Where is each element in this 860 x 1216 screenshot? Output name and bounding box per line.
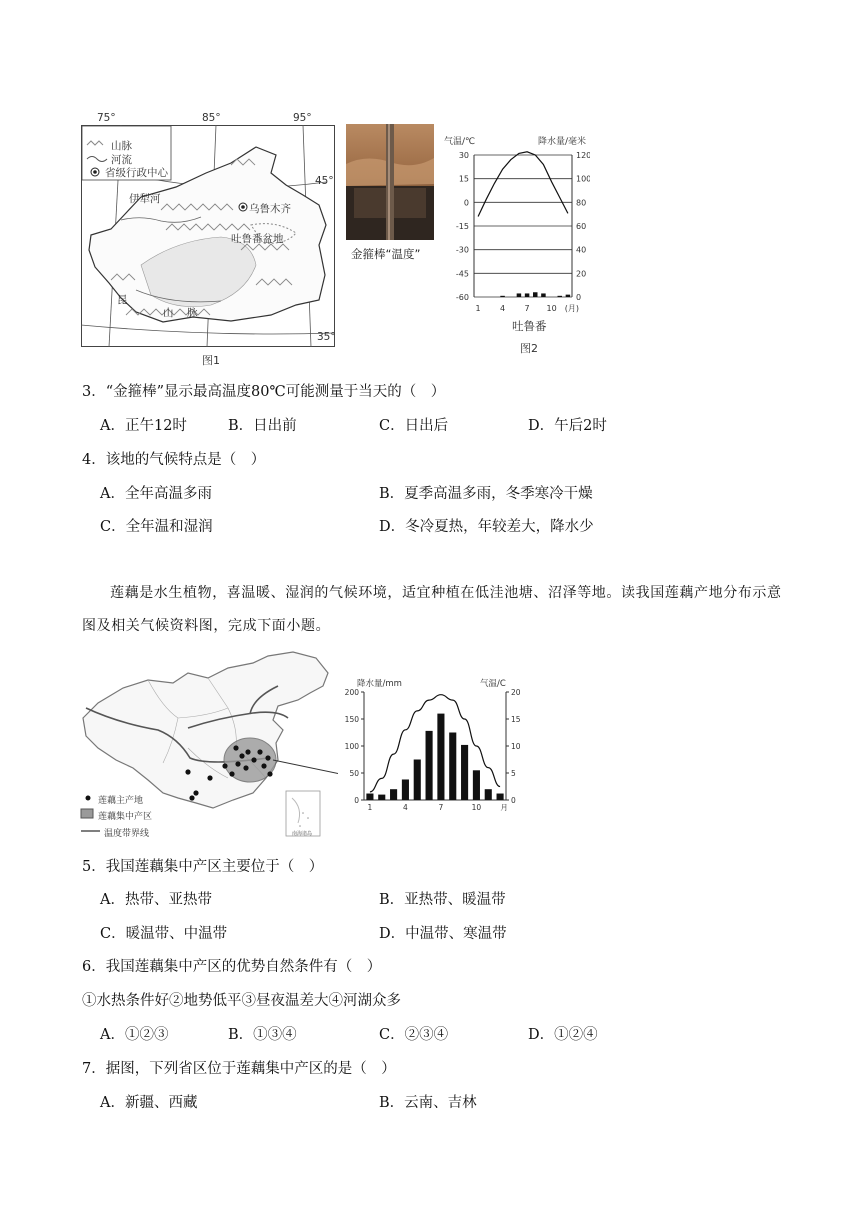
- fig2-x-unit: (月): [564, 304, 580, 313]
- q3-option-a[interactable]: A．正午12时: [100, 418, 187, 434]
- fig2-x-tick: 7: [524, 304, 530, 313]
- lotus-production-dot: [189, 795, 194, 800]
- fig2-right-tick: 120: [576, 151, 590, 160]
- lotus-production-dot: [229, 771, 234, 776]
- fig4-right-axis-title: 气温/C: [480, 679, 506, 689]
- fig4-precip-bar: [426, 731, 433, 800]
- figure3-china-map: [78, 648, 338, 844]
- fig2-precip-bar: [517, 293, 521, 297]
- fig2-precip-bar: [566, 295, 570, 297]
- mountain-char-shan: 山: [163, 307, 174, 319]
- fig2-right-tick: 40: [576, 245, 587, 255]
- q5-option-d[interactable]: D．中温带、寒温带: [379, 926, 507, 942]
- q6-stem: 6．我国莲藕集中产区的优势自然条件有（ ）: [82, 959, 382, 975]
- fig2-left-axis-title: 气温/℃: [444, 137, 476, 147]
- lotus-production-dot: [261, 763, 266, 768]
- q3-option-c[interactable]: C．日出后: [379, 418, 449, 434]
- lotus-production-dot: [239, 753, 244, 758]
- fig2-left-tick: -45: [455, 269, 469, 279]
- fig2-temp-line: [478, 152, 568, 217]
- fig2-right-tick: 20: [576, 269, 587, 279]
- fig2-right-tick: 0: [576, 293, 582, 302]
- q5-option-c[interactable]: C．暖温带、中温带: [100, 926, 228, 942]
- fig4-precip-bar: [402, 779, 409, 800]
- fig2-left-tick: 30: [458, 151, 469, 160]
- lotus-production-dot: [267, 771, 272, 776]
- fig2-precip-bar: [525, 293, 529, 297]
- lon-label-95: 95°: [293, 112, 312, 124]
- fig3-legend-dots: 莲藕主产地: [98, 796, 144, 806]
- lotus-production-dot: [243, 765, 248, 770]
- fig4-right-tick: 0: [511, 796, 516, 805]
- fig4-precip-bar: [437, 714, 444, 800]
- lon-label-75: 75°: [97, 112, 116, 124]
- city-label: 乌鲁木齐: [249, 203, 291, 215]
- lotus-production-dot: [235, 761, 240, 766]
- figure1-caption: 图1: [202, 354, 220, 367]
- river-label: 伊犁河: [129, 193, 161, 205]
- fig4-precip-bar: [414, 760, 421, 801]
- q4-option-a[interactable]: A．全年高温多雨: [100, 486, 212, 502]
- lotus-production-dot: [207, 775, 212, 780]
- legend-mountain-label: 山脉: [111, 140, 132, 152]
- lotus-production-dot: [245, 749, 250, 754]
- fig4-left-tick: 200: [344, 688, 359, 697]
- q6-option-b[interactable]: B．①③④: [228, 1027, 297, 1043]
- fig2-precip-bar: [541, 293, 545, 297]
- fig4-left-tick: 50: [349, 769, 359, 778]
- figure4-climate-chart: [340, 674, 530, 812]
- fig4-precip-bar: [378, 795, 385, 800]
- fig2-precip-bar: [533, 292, 537, 297]
- q5-option-b[interactable]: B．亚热带、暖温带: [379, 892, 506, 908]
- fig4-left-tick: 150: [344, 715, 359, 724]
- legend-river-label: 河流: [111, 154, 132, 166]
- q3-stem: 3．“金箍棒”显示最高温度80℃可能测量于当天的（ ）: [82, 384, 446, 400]
- fig4-precip-bar: [473, 770, 480, 800]
- q6-option-c[interactable]: C．②③④: [379, 1027, 449, 1043]
- figure2-chart-svg: [440, 130, 590, 330]
- lotus-production-dot: [222, 763, 227, 768]
- lat-label-45: 45°: [315, 175, 334, 187]
- fig4-left-axis-title: 降水量/mm: [357, 679, 402, 689]
- q3-option-d[interactable]: D．午后2时: [528, 418, 607, 434]
- fig4-left-tick: 0: [354, 796, 359, 805]
- fig2-right-tick: 100: [576, 174, 590, 184]
- q7-stem: 7．据图，下列省区位于莲藕集中产区的是（ ）: [82, 1061, 396, 1077]
- q7-option-a[interactable]: A．新疆、西藏: [100, 1095, 198, 1111]
- thermometer-photo: [346, 124, 434, 240]
- q4-stem: 4．该地的气候特点是（ ）: [82, 452, 266, 468]
- figure4-chart-svg: [340, 674, 530, 812]
- fig4-right-tick: 15: [511, 715, 521, 724]
- area-legend-icon: [81, 809, 93, 818]
- fig4-precip-bar: [390, 789, 397, 800]
- fig2-x-tick: 4: [500, 304, 506, 313]
- fig4-temp-line: [370, 695, 500, 792]
- fig4-right-tick: 5: [511, 769, 516, 778]
- lotus-production-dot: [233, 745, 238, 750]
- fig4-x-tick: 10: [471, 803, 482, 812]
- fig2-left-tick: -60: [455, 293, 469, 302]
- photo-caption: 金箍棒“温度”: [351, 247, 421, 261]
- fig4-precip-bar: [485, 789, 492, 800]
- lotus-production-dot: [265, 755, 270, 760]
- legend-capital-label: 省级行政中心: [105, 167, 168, 179]
- fig2-left-tick: 0: [463, 198, 469, 208]
- fig4-x-unit: 月: [500, 803, 508, 812]
- lotus-production-dot: [251, 757, 256, 762]
- q6-note: ①水热条件好②地势低平③昼夜温差大④河湖众多: [82, 993, 401, 1009]
- lotus-production-dot: [257, 749, 262, 754]
- fig2-precip-bar: [500, 296, 504, 297]
- q4-option-b[interactable]: B．夏季高温多雨，冬季寒冷干燥: [379, 486, 593, 502]
- fig4-x-tick: 7: [438, 803, 444, 812]
- reading-passage: 莲藕是水生植物，喜温暖、湿润的气候环境，适宜种植在低洼池塘、沼泽等地。读我国莲藕产地分布示意图及相关气候资料图，完成下面小题。: [82, 585, 782, 634]
- lotus-production-dot: [185, 769, 190, 774]
- fig2-x-tick: 1: [475, 304, 481, 313]
- q4-option-d[interactable]: D．冬冷夏热，年较差大，降水少: [379, 519, 594, 535]
- fig4-precip-bar: [449, 733, 456, 801]
- figure1-map: [81, 125, 335, 347]
- fig3-legend-line: 温度带界线: [104, 829, 150, 839]
- dots-legend-icon: [86, 796, 91, 801]
- fig4-x-tick: 1: [367, 803, 373, 812]
- fig4-precip-bar: [497, 794, 504, 800]
- lon-label-85: 85°: [202, 112, 221, 124]
- q5-option-a[interactable]: A．热带、亚热带: [100, 892, 212, 908]
- basin-label: 吐鲁番盆地: [231, 233, 284, 245]
- fig4-right-tick: 10: [511, 742, 521, 751]
- q6-option-a[interactable]: A．①②③: [100, 1027, 169, 1043]
- fig2-right-tick: 80: [576, 198, 587, 208]
- mountain-char-kun: 昆: [117, 294, 128, 306]
- fig4-x-tick: 4: [403, 803, 408, 812]
- mountain-char-mai: 脉: [187, 307, 198, 319]
- fig3-legend-area: 莲藕集中产区: [98, 812, 153, 822]
- figure2-caption: 图2: [520, 342, 538, 355]
- q5-stem: 5．我国莲藕集中产区主要位于（ ）: [82, 859, 324, 875]
- q3-option-b[interactable]: B．日出前: [228, 418, 297, 434]
- lotus-production-dot: [193, 790, 198, 795]
- fig2-x-tick: 10: [546, 304, 557, 313]
- q6-option-d[interactable]: D．①②④: [528, 1027, 598, 1043]
- fig2-right-tick: 60: [576, 222, 587, 231]
- fig4-right-tick: 20: [511, 688, 521, 697]
- fig4-precip-bar: [461, 745, 468, 800]
- q4-option-c[interactable]: C．全年温和湿润: [100, 519, 213, 535]
- q7-option-b[interactable]: B．云南、吉林: [379, 1095, 477, 1111]
- fig2-left-tick: 15: [458, 174, 469, 184]
- fig2-right-axis-title: 降水量/毫米: [538, 137, 587, 147]
- fig4-left-tick: 100: [344, 742, 359, 751]
- fig3-inset-label: 南海诸岛: [292, 831, 313, 837]
- fig2-left-tick: -15: [455, 222, 469, 231]
- fig4-precip-bar: [366, 794, 373, 800]
- lat-label-35: 35°: [317, 331, 336, 343]
- fig2-station-label: 吐鲁番: [512, 319, 547, 333]
- fig2-precip-bar: [558, 296, 562, 297]
- figure2-climate-chart: [440, 130, 590, 330]
- fig2-left-tick: -30: [455, 245, 469, 255]
